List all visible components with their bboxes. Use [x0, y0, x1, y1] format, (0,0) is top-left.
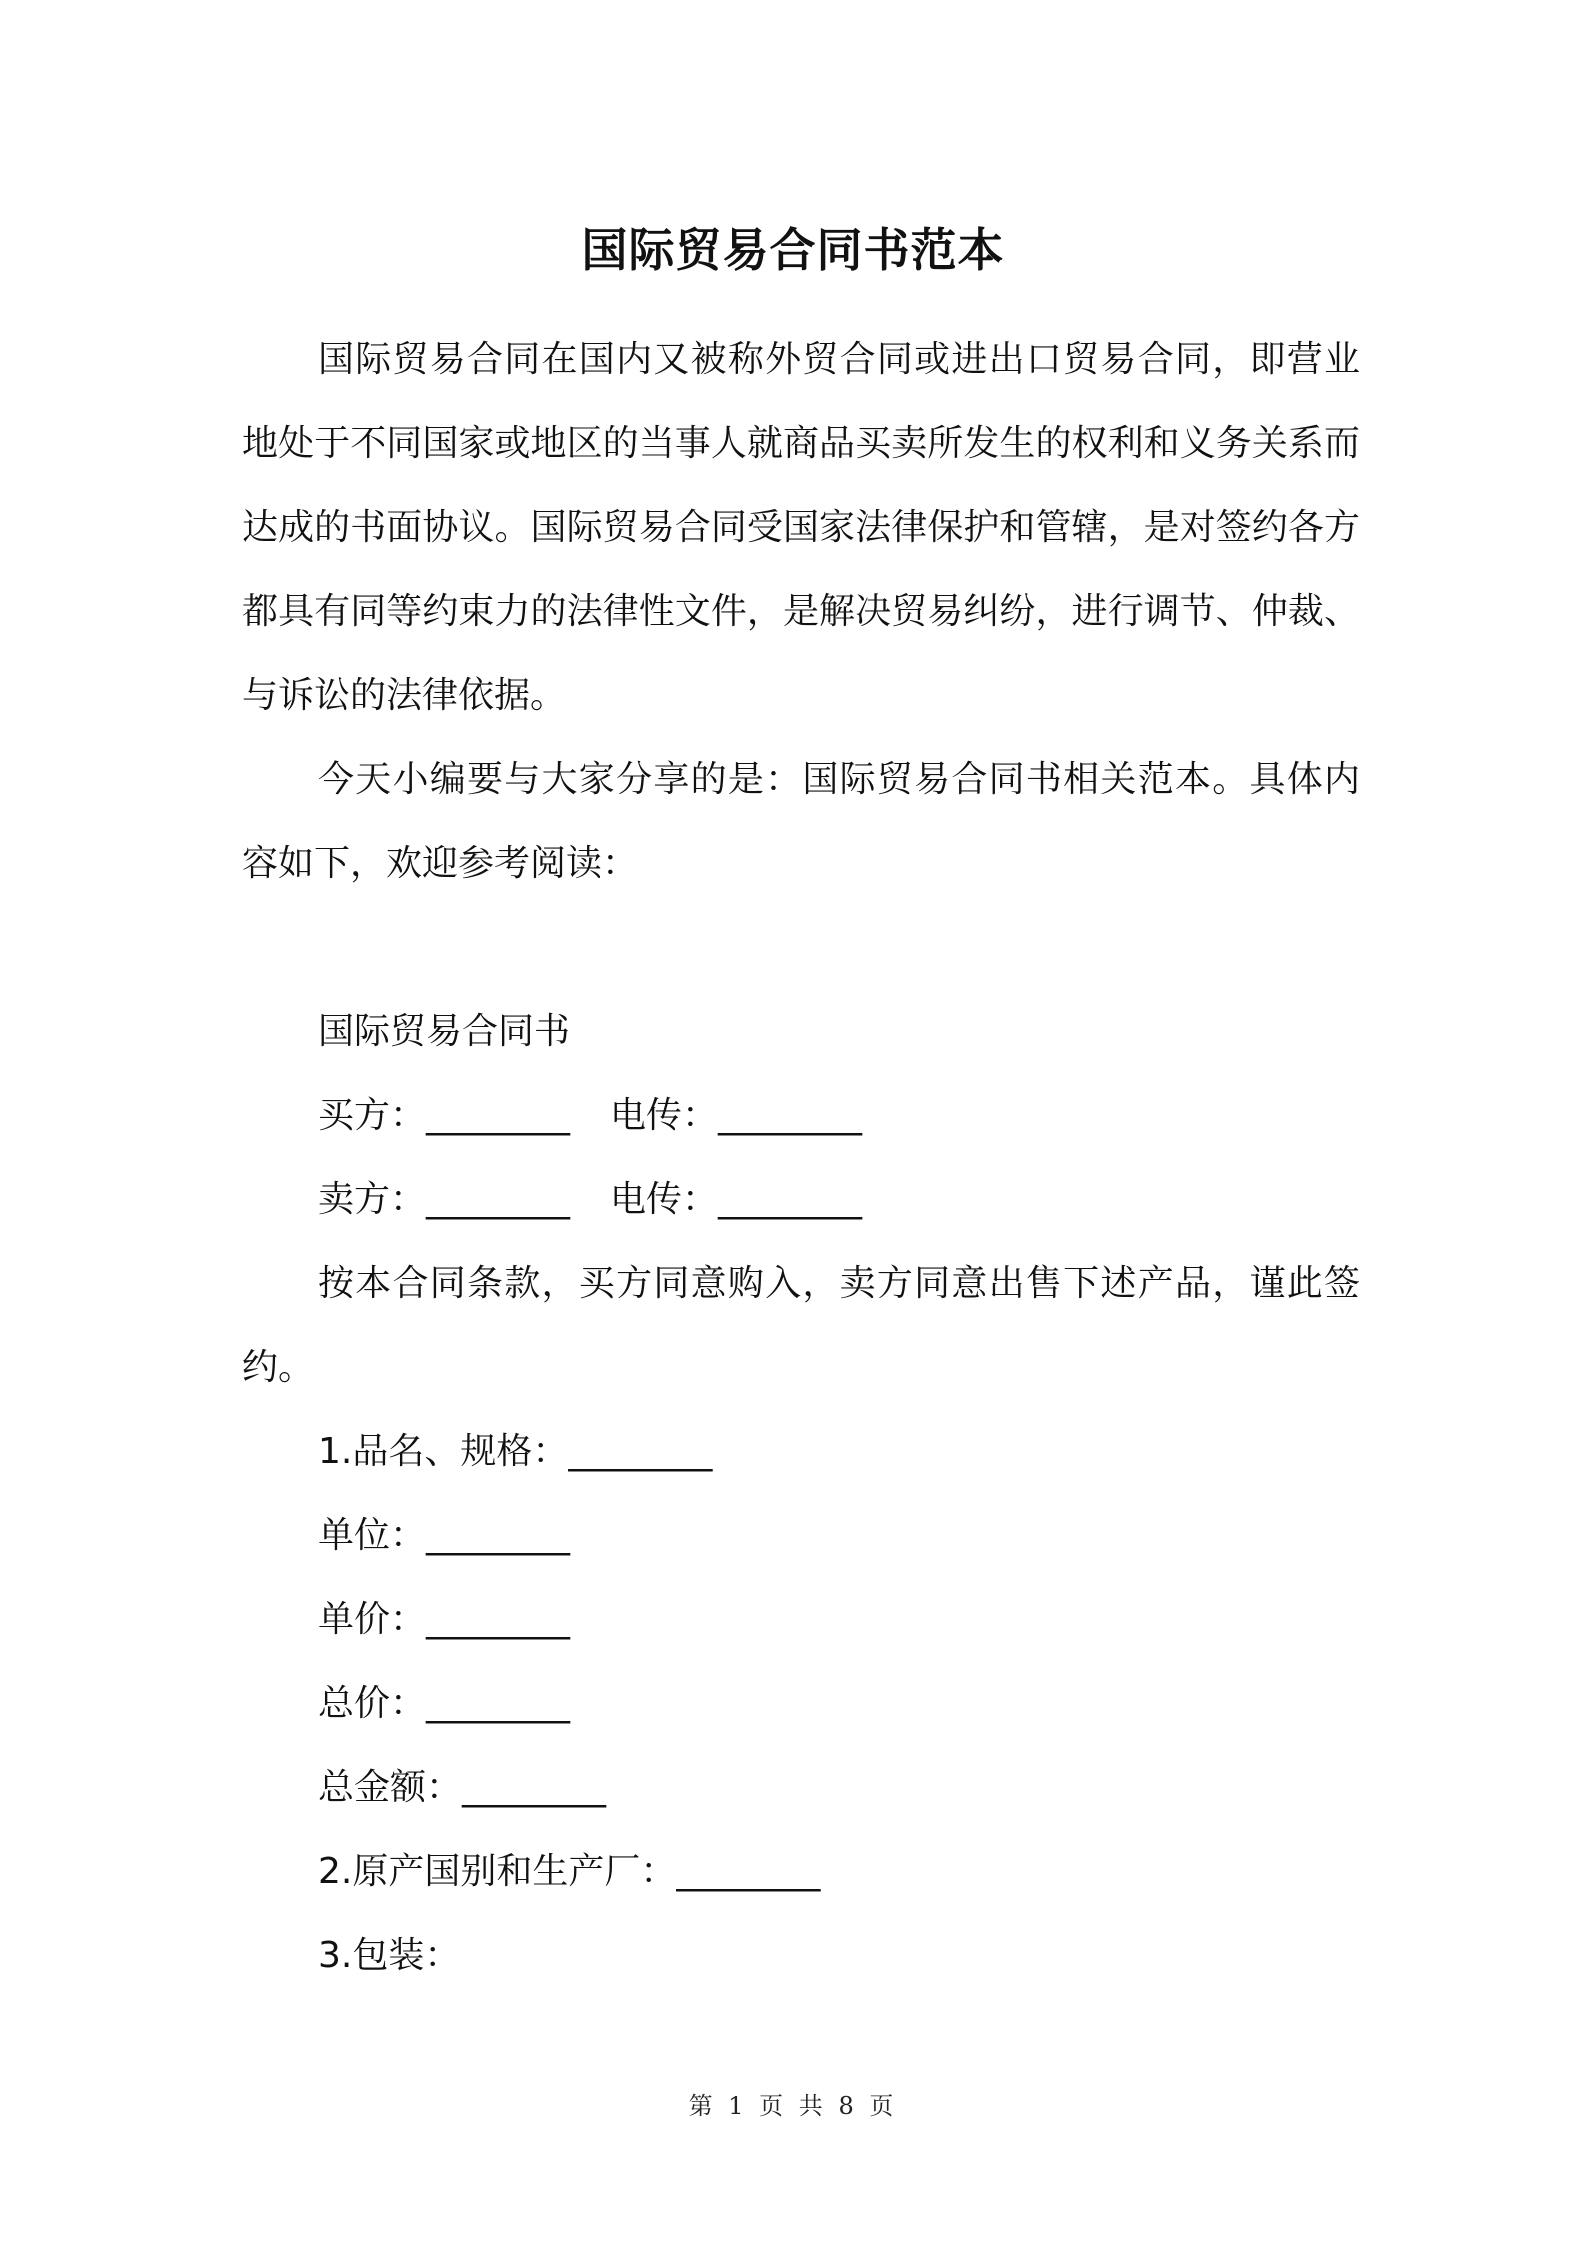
page-indicator: 第 1 页 共 8 页	[688, 2092, 898, 2120]
intro-paragraph-2: 今天小编要与大家分享的是：国际贸易合同书相关范本。具体内容如下，欢迎参考阅读：	[242, 759, 1360, 884]
buyer-line	[318, 1074, 862, 1158]
document-title: 国际贸易合同书范本	[581, 223, 1005, 277]
item-unit: 单位：________	[318, 1515, 571, 1556]
contract-title: 国际贸易合同书	[318, 1011, 571, 1052]
item-packaging: 3.包装：	[318, 1935, 461, 1976]
seller-fax-label: 电传：________	[610, 1179, 863, 1220]
seller-line	[318, 1158, 862, 1242]
item-total-price: 总价：________	[318, 1683, 571, 1724]
seller-label: 卖方：________	[318, 1179, 571, 1220]
buyer-label: 买方：________	[318, 1095, 571, 1136]
item-name-spec: 1.品名、规格：________	[318, 1431, 713, 1472]
item-total-amount: 总金额：________	[318, 1767, 607, 1808]
intro-paragraph-1: 国际贸易合同在国内又被称外贸合同或进出口贸易合同，即营业地处于不同国家或地区的当事人就商品买卖所发生的权利和义务关系而达成的书面协议。国际贸易合同受国家法律保护和管辖，是对签约各方都具有同等约束力的法律性文件，是解决贸易纠纷，进行调节、仲裁、与诉讼的法律依据。	[242, 339, 1360, 716]
item-origin: 2.原产国别和生产厂：________	[318, 1851, 821, 1892]
buyer-fax-label: 电传：________	[610, 1095, 863, 1136]
item-unit-price: 单价：________	[318, 1599, 571, 1640]
agreement-paragraph: 按本合同条款，买方同意购入，卖方同意出售下述产品，谨此签约。	[242, 1263, 1360, 1388]
